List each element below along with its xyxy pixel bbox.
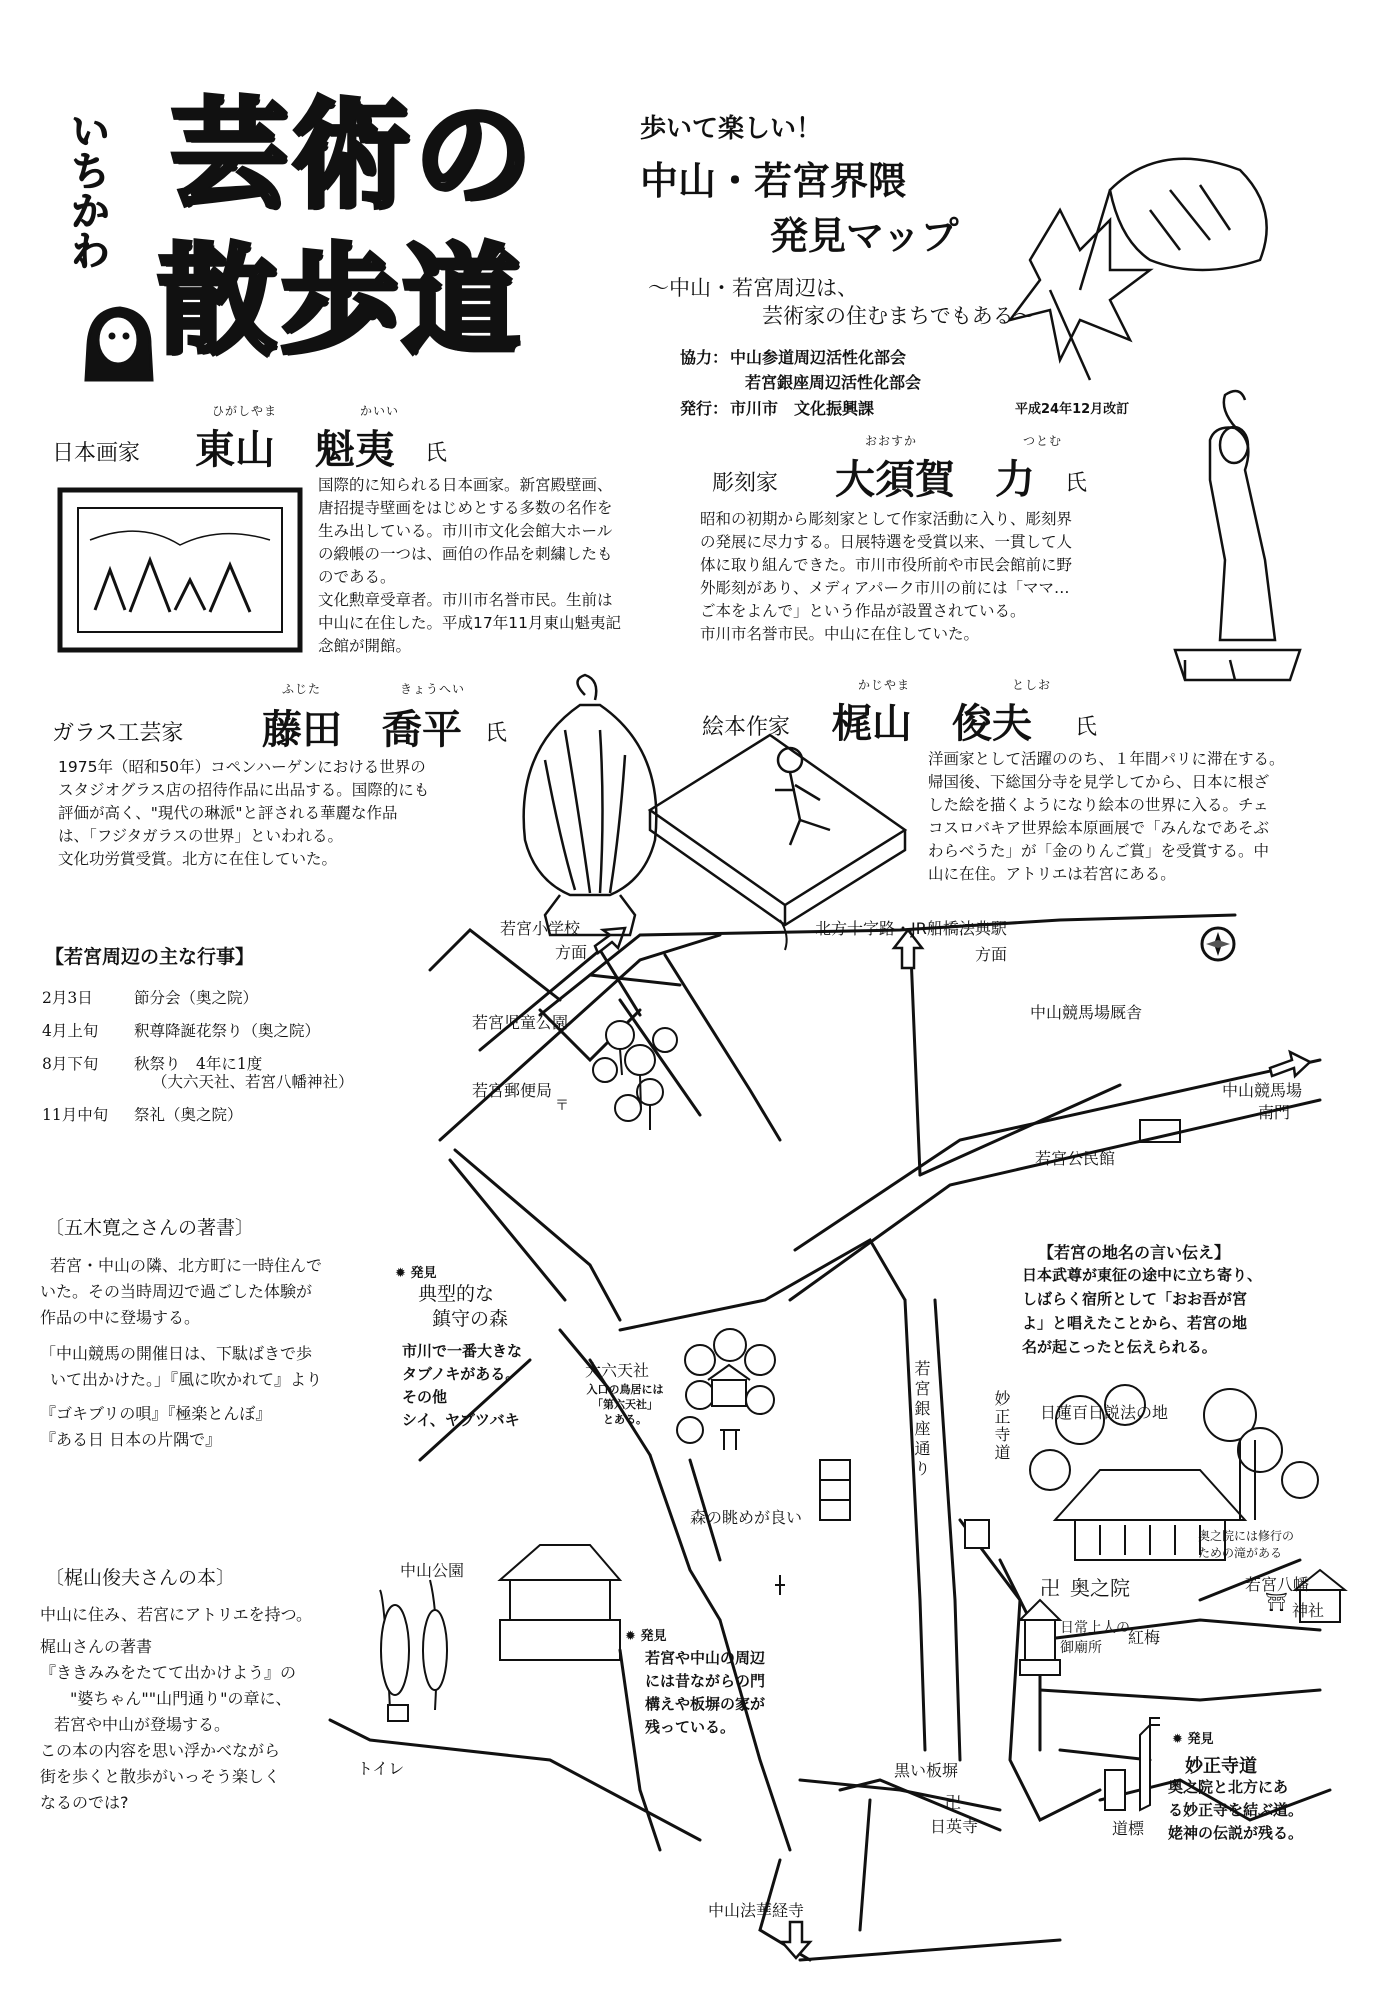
revision-date: 平成24年12月改訂 (1015, 402, 1130, 417)
girl-mascot-illustration (86, 308, 152, 380)
label-nichiren: 日蓮百日説法の地 (1040, 1403, 1169, 1422)
okunoin-temple-icon: 卍 (1040, 1576, 1060, 1600)
label-kitakata-dir: 方面 (975, 945, 1008, 964)
kajiyama-books-text: 中山に住み、若宮にアトリエを持つ。 梶山さんの著書 『ききみみをたてて出かけよう』の "婆ちゃん""山門通り"の章に、 若宮や中山が登場する。 この本の内容を思い浮かべながら 街を歩くと散歩がいっそう楽しく なるのでは? (40, 1605, 313, 1812)
label-kuroi-itabei: 黒い板塀 (894, 1761, 959, 1780)
label-park: 若宮児童公園 (472, 1013, 569, 1032)
label-ginza: 若宮銀座通り (912, 1360, 931, 1480)
eijiji-temple-icon: 卍 (945, 1793, 962, 1812)
name-kajiyama: 梶山 俊夫 (832, 701, 1032, 747)
chimei-heading: 【若宮の地名の言い伝え】 (1038, 1243, 1231, 1262)
kajiyama-books-heading: 〔梶山俊夫さんの本〕 (45, 1567, 236, 1589)
label-dairokuten-note: 入口の鳥居には 「第六天社」 とある。 (586, 1383, 664, 1426)
suffix-osuga: 氏 (1065, 471, 1088, 496)
discover1-text: 市川で一番大きな タブノキがある。 その他 シイ、ヤブツバキ (402, 1342, 523, 1429)
label-eijiji: 日英寺 (930, 1817, 979, 1836)
label-nakayama-park: 中山公園 (400, 1561, 465, 1580)
bio-osuga: 昭和の初期から彫刻家として作家活動に入り、彫刻界 の発展に尽力する。日展特選を受賞以来、一貫して人 体に取り組んできた。市川市役所前や市民会館前に野 外彫刻があり、メディアパーク市川の前には「ママ… ご本をよんで」という作品が設置されている。 市川市名誉市民。中山に在住していた。 (700, 510, 1073, 643)
events-list (42, 982, 354, 1132)
label-okunoin-note: 奥之院には修行の ための滝がある (1198, 1529, 1295, 1560)
label-myoshoji-road: 妙正寺道 (992, 1390, 1011, 1462)
subtitle-main2: 発見マップ (770, 214, 959, 258)
bio-fujita: 1975年（昭和50年）コペンハーゲンにおける世界の スタジオグラス店の招待作品に出品する。国際的にも 評価が高く、"現代の琳派"と評される華麗な作品 は、「フジタガラスの世界」といわれる。 文化功労賞受賞。北方に在住していた。 (58, 758, 430, 868)
label-school-dir: 方面 (555, 943, 588, 962)
maple-leaf-icon (1010, 210, 1150, 360)
events-heading: 【若宮周辺の主な行事】 (45, 946, 255, 968)
publisher: 市川市 文化振興課 (730, 399, 875, 418)
event-item: 2月3日 節分会（奥之院） (42, 989, 259, 1007)
suffix-higashiyama: 氏 (425, 441, 448, 466)
role-higashiyama: 日本画家 (52, 441, 141, 466)
hachiman-shrine-icon: ⛩ (1265, 1592, 1288, 1613)
discover1-title: 典型的な 鎮守の森 (418, 1283, 509, 1330)
label-douhyou: 道標 (1112, 1819, 1145, 1838)
label-south-gate2: 南門 (1258, 1103, 1291, 1122)
bio-higashiyama: 国際的に知られる日本画家。新宮殿壁画、 唐招提寺壁画をはじめとする多数の名作を 生み出している。市川市文化会館大ホール の緞帳の一つは、画伯の作品を刺繍したも のである。 文化勲章受章者。市川市名誉市民。生前は 中山に在住した。平成17年11月東山魁夷記 念館が開館。 (318, 476, 621, 655)
suffix-kajiyama: 氏 (1075, 715, 1098, 740)
ruby-fujita-given: きょうへい (400, 682, 466, 696)
event-item: 8月下旬 秋祭り 4年に1度 (42, 1055, 263, 1073)
ruby-osuga-given: つとむ (1023, 434, 1063, 448)
post-office-icon: 〒 (555, 1098, 569, 1114)
sculpture-illustration (1175, 391, 1300, 680)
event-item: 11月中旬 祭礼（奥之院） (42, 1106, 243, 1124)
label-stable: 中山競馬場厩舎 (1030, 1003, 1143, 1022)
glass-vase-illustration (524, 675, 657, 935)
star-icon: ✹ (625, 1629, 636, 1644)
label-hachiman1: 若宮八幡 (1245, 1575, 1310, 1594)
event-item: （大六天社、若宮八幡神社） (152, 1073, 354, 1091)
ruby-higashiyama-family: ひがしやま (212, 404, 278, 418)
label-hokekyoji: 中山法華経寺 (708, 1901, 805, 1920)
discover3-text: 奥之院と北方にあ る妙正寺を結ぶ道。 姥神の伝説が残る。 (1168, 1778, 1304, 1842)
role-fujita: ガラス工芸家 (52, 721, 184, 746)
title-line2: 散歩道 (158, 231, 525, 370)
bio-kajiyama: 洋画家として活躍ののち、１年間パリに滞在する。 帰国後、下総国分寺を見学してから、日本に根ざ した絵を描くようになり絵本の世界に入る。チェ コスロバキア世界絵本原画展で「みんなであそぶ わらべうた」が「金のりんご賞」を受賞する。中 山に在住。アトリエは若宮にある。 (928, 750, 1285, 883)
star-icon: ✹ (395, 1266, 406, 1281)
label-okunoin: 奥之院 (1070, 1576, 1130, 1600)
itsuki-heading: 〔五木寛之さんの著書〕 (45, 1217, 255, 1239)
cooperation1: 中山参道周辺活性化部会 (730, 348, 907, 367)
ruby-osuga-family: おおすか (865, 434, 918, 448)
label-gobyo: 日常上人の 御廟所 (1060, 1620, 1130, 1656)
suffix-fujita: 氏 (485, 721, 508, 746)
ruby-kajiyama-given: としお (1012, 678, 1052, 692)
subtitle-small: 歩いて楽しい！ (640, 114, 823, 144)
tagline2: 芸術家の住むまちでもある～ (762, 304, 1035, 328)
building-illustration (820, 1460, 989, 1548)
painting-illustration (60, 490, 300, 650)
ruby-higashiyama-given: かいい (360, 404, 400, 418)
tagline1: ～中山・若宮周辺は、 (648, 276, 858, 300)
name-fujita: 藤田 喬平 (262, 707, 462, 753)
label-toilet: トイレ (357, 1759, 405, 1778)
label-dairokuten: 大六天社 (585, 1361, 650, 1380)
discover3-mark: ✹ 発見 (1172, 1732, 1214, 1747)
label-koubai: 紅梅 (1128, 1628, 1161, 1647)
ruby-fujita-family: ふじた (282, 682, 322, 696)
title-vertical: いちかわ (64, 110, 110, 270)
ginkgo-leaf-icon (1010, 159, 1267, 380)
label-south-gate1: 中山競馬場 (1222, 1081, 1303, 1100)
star-icon: ✹ (1172, 1732, 1183, 1747)
publisher-label: 発行： (680, 399, 729, 418)
name-osuga: 大須賀 力 (835, 457, 1035, 503)
name-higashiyama: 東山 魁夷 (195, 427, 395, 473)
label-forest-view: 森の眺めが良い (690, 1508, 803, 1527)
cooperation-label: 協力： (680, 348, 729, 367)
park-trees-illustration (593, 1021, 677, 1130)
role-kajiyama: 絵本作家 (702, 715, 791, 740)
event-item: 4月上旬 釈尊降誕花祭り（奥之院） (42, 1022, 321, 1040)
label-school: 若宮小学校 (500, 919, 581, 938)
ruby-kajiyama-family: かじやま (858, 678, 911, 692)
label-hachiman2: 神社 (1292, 1601, 1325, 1620)
discover3-title: 妙正寺道 (1185, 1756, 1257, 1777)
label-post: 若宮郵便局 (472, 1081, 553, 1100)
label-kitakata: 北方十字路・JR船橋法典駅 (815, 919, 1007, 938)
cooperation2: 若宮銀座周辺活性化部会 (745, 373, 922, 392)
dairokuten-forest-illustration (677, 1329, 775, 1450)
torii-icon (720, 1430, 740, 1450)
discover1-mark: ✹ 発見 (395, 1266, 437, 1281)
itsuki-text: 若宮・中山の隣、北方町に一時住んで いた。その当時周辺で過ごした体験が 作品の中に登場する。 「中山競馬の開催日は、下駄ばきで歩 いて出かけた。」『風に吹かれて』より 『ゴキブリの唄』『極楽とんぼ』 『ある日 日本の片隅で』 (40, 1256, 323, 1449)
chimei-text: 日本武尊が東征の途中に立ち寄り、 しばらく宿所として「おお吾が宮 よ」と唱えたことから、若宮の地 名が起こったと伝えられる。 (1022, 1266, 1263, 1356)
discover2-text: 若宮や中山の周辺 には昔ながらの門 構えや板塀の家が 残っている。 (645, 1649, 766, 1736)
discover2-mark: ✹ 発見 (625, 1629, 667, 1644)
signpost-illustration (1105, 1718, 1160, 1810)
role-osuga: 彫刻家 (712, 471, 779, 496)
compass-icon (1202, 928, 1234, 960)
arrow-hokekyoji (782, 1922, 810, 1958)
arrow-south-gate (1270, 1052, 1310, 1076)
label-hall: 若宮公民館 (1035, 1149, 1116, 1168)
title-line1: 芸術の (170, 85, 537, 224)
subtitle-main1: 中山・若宮界隈 (640, 159, 907, 203)
